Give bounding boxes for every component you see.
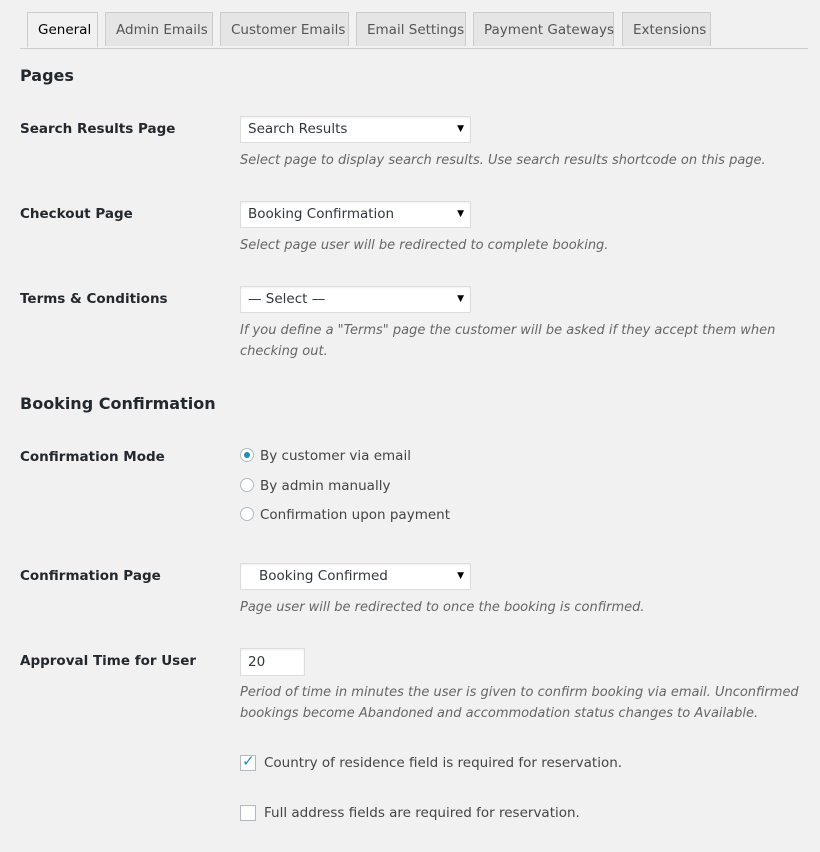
- search-results-label: Search Results Page: [20, 121, 176, 137]
- checkmark-icon: ✓: [242, 752, 255, 770]
- confirmation-page-value: Booking Confirmed: [259, 568, 388, 584]
- radio-label: By admin manually: [260, 478, 391, 494]
- tab-extensions[interactable]: Extensions: [622, 12, 711, 46]
- tab-admin-emails[interactable]: Admin Emails: [105, 12, 213, 46]
- radio-label: Confirmation upon payment: [260, 507, 451, 523]
- address-required-checkbox[interactable]: [240, 805, 256, 821]
- confirmation-page-label: Confirmation Page: [20, 568, 161, 584]
- search-results-value: Search Results: [248, 121, 348, 137]
- dropdown-arrow-icon: ▼: [457, 209, 464, 219]
- approval-time-label: Approval Time for User: [20, 653, 197, 669]
- checkout-page-value: Booking Confirmation: [248, 206, 395, 222]
- address-required-label: Full address fields are required for reservation.: [264, 805, 580, 821]
- checkout-page-select[interactable]: [240, 201, 471, 228]
- checkout-page-label: Checkout Page: [20, 206, 133, 222]
- terms-description: If you define a "Terms" page the customer will be asked if they accept them when checking out.: [240, 323, 776, 359]
- section-title-booking-confirmation: Booking Confirmation: [20, 394, 216, 413]
- dropdown-arrow-icon: ▼: [457, 124, 464, 134]
- radio-label: By customer via email: [260, 448, 411, 464]
- terms-select[interactable]: [240, 286, 471, 313]
- settings-tabs: [20, 12, 808, 49]
- tab-payment-gateways[interactable]: Payment Gateways: [473, 12, 614, 46]
- radio-button[interactable]: [240, 507, 254, 521]
- checkout-page-description: Select page user will be redirected to complete booking.: [240, 238, 609, 253]
- dropdown-arrow-icon: ▼: [457, 571, 464, 581]
- radio-button[interactable]: [240, 478, 254, 492]
- tab-customer-emails[interactable]: Customer Emails: [220, 12, 349, 46]
- tab-email-settings[interactable]: Email Settings: [356, 12, 466, 46]
- terms-value: — Select —: [248, 291, 326, 307]
- search-results-description: Select page to display search results. Use search results shortcode on this page.: [240, 153, 766, 168]
- approval-time-input[interactable]: 20: [240, 648, 305, 676]
- confirmation-page-description: Page user will be redirected to once the booking is confirmed.: [240, 600, 645, 615]
- approval-time-description: Period of time in minutes the user is given to confirm booking via email. Unconfirmed bookings become Abandoned and accommodation status changes to Available.: [240, 685, 799, 721]
- country-required-checkbox[interactable]: [240, 752, 256, 771]
- radio-button-checked[interactable]: [240, 448, 254, 462]
- tab-general[interactable]: General: [27, 12, 98, 48]
- section-title-pages: Pages: [20, 66, 74, 85]
- dropdown-arrow-icon: ▼: [457, 294, 464, 304]
- country-required-label: Country of residence field is required for reservation.: [264, 755, 623, 771]
- confirmation-page-select[interactable]: [240, 563, 471, 590]
- confirmation-mode-label: Confirmation Mode: [20, 449, 165, 465]
- search-results-select[interactable]: [240, 116, 471, 143]
- terms-label: Terms & Conditions: [20, 291, 168, 307]
